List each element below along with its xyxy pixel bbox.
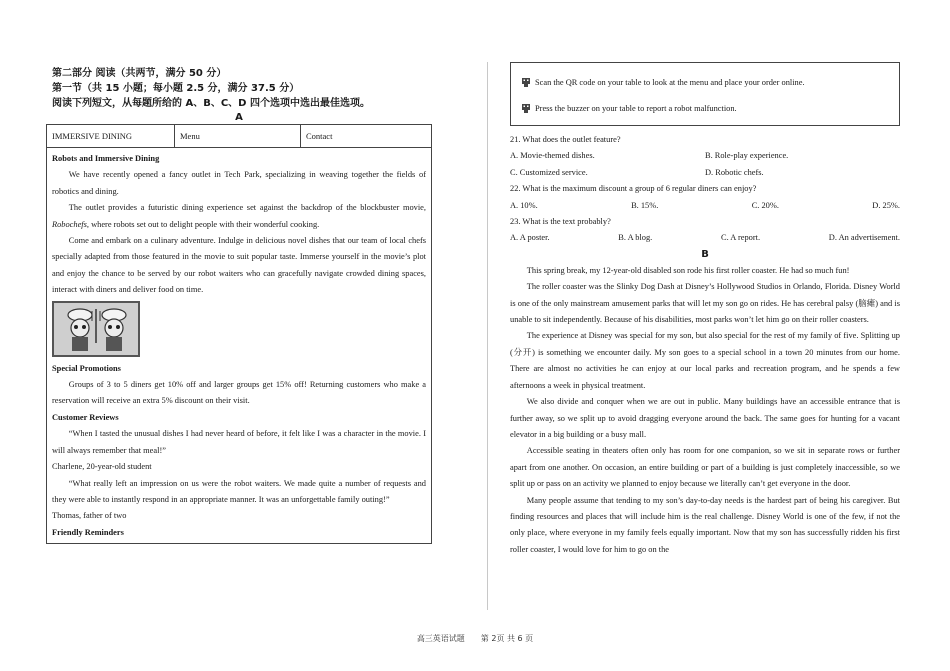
passage-b-paragraph-4: We also divide and conquer when we are out in public. Many buildings have an accessible entrance that is further away, so we split up to avoid dragging everyone around the back. The same goes for hunting for a vacant elevator in a big building or a busy mall. [510, 397, 900, 439]
ad-box [46, 124, 432, 544]
passage-b-paragraph-3: The experience at Disney was special for my son, but also special for the rest of my family of five. Splitting up (分开) is something we encounter daily. My son goes to a special school in a town 20 minutes from our home. There are almost no activities he can enjoy at our local parks and recreation program, and he spends a few afternoons a week in physical treatment. [510, 331, 900, 390]
nav-contact: Contact [306, 131, 333, 141]
page-footer: 高三英语试题 第 2页 共 6 页 [416, 634, 534, 643]
option-22-a: A. 10%. [510, 200, 538, 210]
reminders-box [510, 62, 900, 126]
ad-paragraph-2-start: The outlet provides a futuristic dining experience set against the backdrop of the blockbuster movie, [68, 203, 426, 213]
ad-nav-bar [47, 125, 431, 148]
passage-b-paragraph-1: This spring break, my 12-year-old disabled son rode his first roller coaster. He had so much fun! [526, 265, 850, 275]
ad-paragraph-2-end: , where robots set out to delight people with their wonderful cooking. [86, 219, 320, 229]
review-1: “When I tasted the unusual dishes I had never heard of before, it felt like I was a character in the movie. I will always remember that meal!” [52, 429, 426, 455]
option-23-d: D. An advertisement. [828, 233, 900, 243]
ad-paragraph-1: We have recently opened a fancy outlet in Tech Park, specializing in weaving together the fields of robotics and dining. [52, 170, 426, 196]
option-21-c: C. Customized service. [510, 167, 588, 177]
section-b-letter: B [701, 248, 709, 260]
nav-immersive-dining: IMMERSIVE DINING [47, 125, 175, 147]
question-21-options-2 [510, 165, 900, 181]
reminder-buzzer-text: Press the buzzer on your table to report a robot malfunction. [535, 103, 737, 113]
option-22-c: C. 20%. [751, 200, 779, 210]
option-22-b: B. 15%. [631, 200, 659, 210]
column-divider [487, 62, 488, 610]
heading-robots-dining: Robots and Immersive Dining [52, 154, 160, 163]
option-21-d: D. Robotic chefs. [705, 167, 764, 177]
option-22-d: D. 25%. [872, 200, 900, 210]
reviewer-2: Thomas, father of two [52, 511, 127, 521]
section-a-letter: A [235, 112, 243, 123]
robot-chefs-illustration [54, 303, 138, 355]
part-header-line1: 第二部分 阅读（共两节，满分 50 分） [52, 68, 227, 79]
robot-icon [521, 77, 531, 87]
option-21-a: A. Movie-themed dishes. [510, 151, 595, 161]
review-2: “What really left an impression on us were the robot waiters. We made quite a number of requests and they were able to instantly respond in an appropriate manner. It was an unforgettable family outing!” [52, 478, 426, 504]
passage-b-paragraph-2: The roller coaster was the Slinky Dog Dash at Disney’s Hollywood Studios in Orlando, Florida. Disney World is one of the only mainstream amusement parks that will let my son go on rides. He has cerebral palsy (脑瘫) and is unable to sit independently. Because of his disabilities, most parks won’t let him go on their roller coasters. [510, 282, 900, 325]
passage-b-paragraph-6: Many people assume that tending to my son’s day-to-day needs is the hardest part of being his caregiver. But finding resources and places that will include him is the real challenge. Disney World is one of the few, if not the only place, where everyone in my family feels equally important. Now that my son has successfully ridden his first roller coaster, I would love for him to go on the [510, 495, 900, 554]
question-22: 22. What is the maximum discount a group of 6 regular diners can enjoy? [510, 184, 757, 194]
movie-title: Robochefs [52, 219, 87, 229]
ad-paragraph-2 [52, 200, 426, 233]
option-23-a: A. A poster. [510, 233, 550, 243]
heading-customer-reviews: Customer Reviews [52, 412, 119, 422]
question-21-options [510, 148, 900, 164]
option-23-b: B. A blog. [618, 233, 653, 243]
promotion-text: Groups of 3 to 5 diners get 10% off and larger groups get 15% off! Returning customers who make a reservation will receive an extra 5% discount on their visit. [52, 380, 426, 406]
question-21: 21. What does the outlet feature? [510, 135, 621, 144]
heading-special-promotions: Special Promotions [52, 363, 121, 373]
part-header-instructions: 阅读下列短文，从每题所给的 A、B、C、D 四个选项中选出最佳选项。 [52, 98, 370, 109]
reviewer-1: Charlene, 20-year-old student [52, 462, 152, 472]
ad-paragraph-3: Come and embark on a culinary adventure. Indulge in delicious novel dishes that our team of local chefs specially adapted from those featured in the movie to suit popular taste. Immerse yourself in the movie’s plot and enjoy the chance to be served by our robot waiters who can gracefully navigate crowded dining spaces, interact with diners and deliver food on time. [52, 236, 426, 295]
questions-block [510, 132, 900, 558]
nav-menu: Menu [175, 125, 301, 147]
question-23-options [510, 230, 900, 246]
robot-chefs-image [52, 301, 140, 357]
reminder-buzzer [521, 95, 889, 121]
left-column [46, 0, 432, 544]
question-23: 23. What is the text probably? [510, 217, 611, 227]
option-21-b: B. Role-play experience. [705, 151, 789, 161]
heading-friendly-reminders: Friendly Reminders [52, 527, 124, 537]
ad-content [47, 148, 431, 543]
reminder-qr [521, 69, 889, 95]
robot-icon [521, 103, 531, 113]
option-23-c: C. A report. [720, 233, 761, 243]
part-header-line2: 第一节（共 15 小题；每小题 2.5 分，满分 37.5 分） [52, 83, 300, 94]
question-22-options [510, 198, 900, 214]
reminder-qr-text: Scan the QR code on your table to look at the menu and place your order online. [535, 77, 805, 87]
passage-b-paragraph-5: Accessible seating in theaters often only has room for one companion, so we sit in separate rows or further apart from one another. On occasion, an entire building or part of a building is just completely inaccessible, so we split up or pass on an activity we planned to enjoy because we literally can’t get everyone in the door. [510, 446, 900, 489]
right-column [510, 0, 900, 558]
